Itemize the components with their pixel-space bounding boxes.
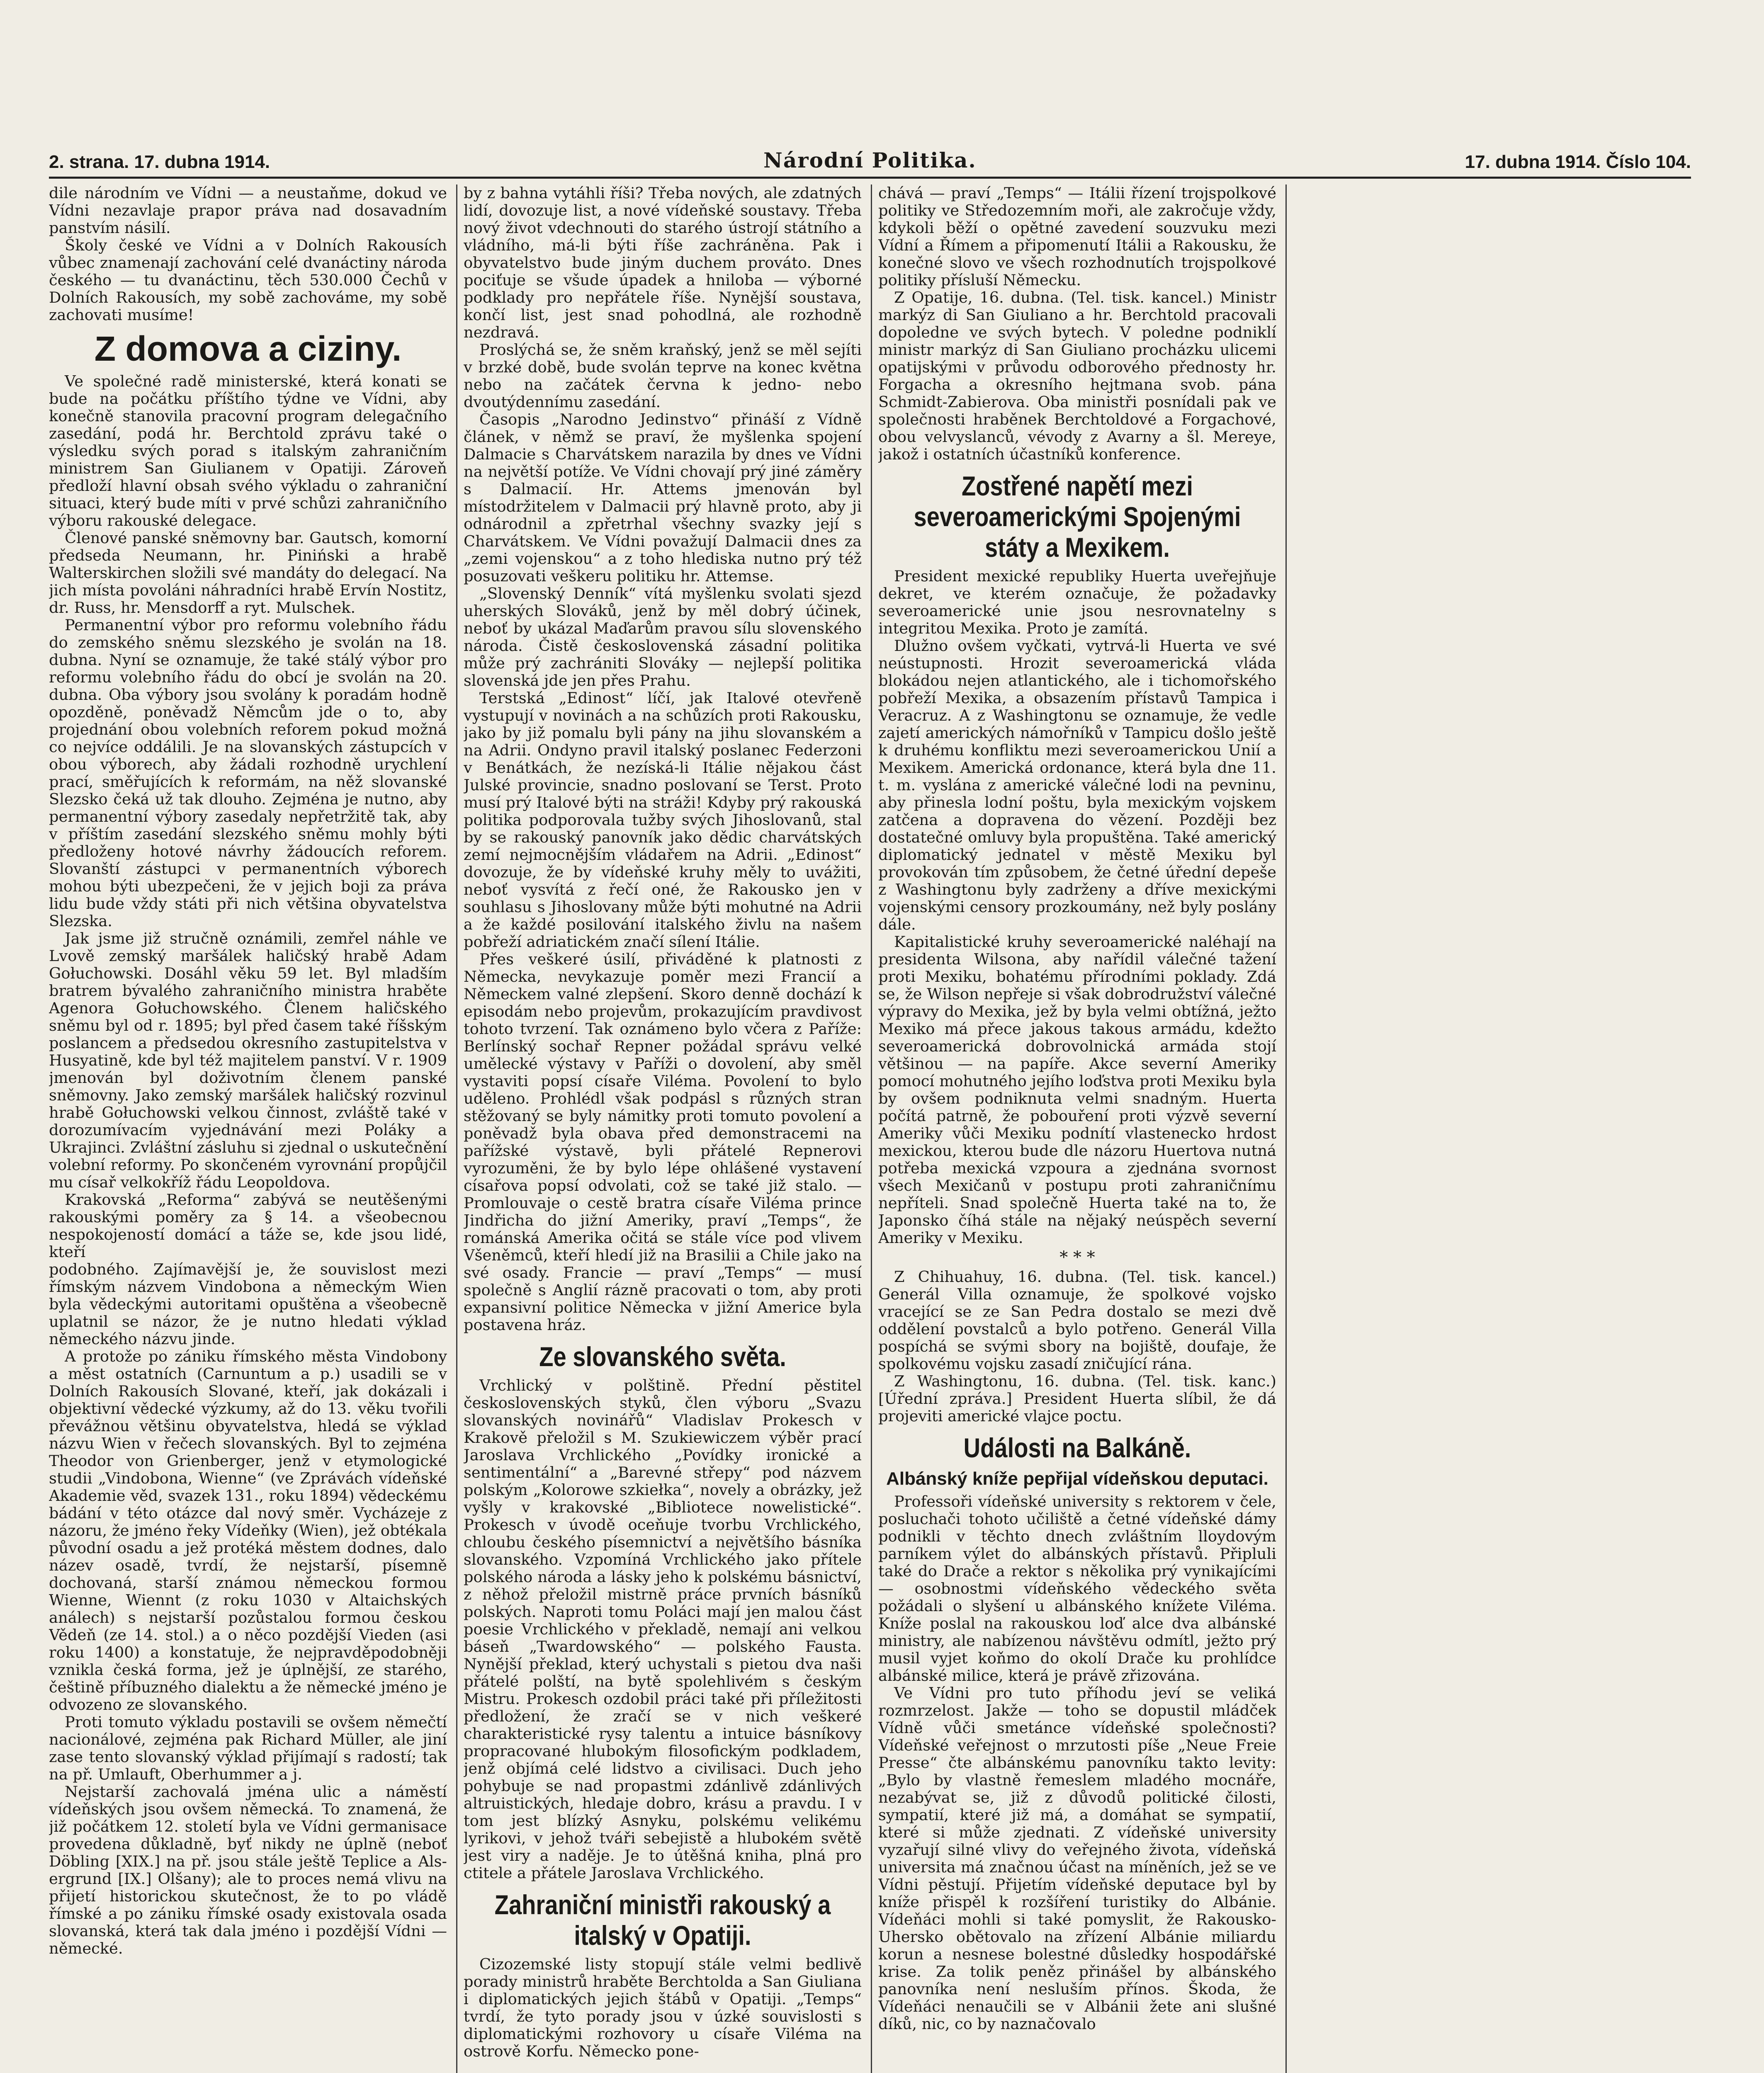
article-heading: Zahraniční ministři rakouský a italský v Opatiji.: [494, 1889, 831, 1951]
paragraph: „Slovenský Denník“ vítá myšlenku svolati sjezd uherských Slováků, jenž by měl dobrý účinek, neboť by ukázal Maďarům pravou sílu slovenského národa. Čistě československá zásadní politika může prý zachrániti Slováky — nejlepší politika slovenská jde jen přes Prahu.: [464, 585, 862, 689]
article-heading: Zostřené napětí mezi severoamerickými Spojenými státy a Mexikem.: [914, 471, 1241, 563]
paragraph: Professoři vídeňské university s rektorem v čele, posluchači tohoto učiliště a četné vídeňské dámy podnikli v těchto dnech zvláštním lloydovým parníkem výlet do albánských přístavů. Připluli také do Drače a rektor s několika prý vynikajícími — osobnostmi vídeňského vědeckého světa požádali o slyšení u albánského knížete Viléma. Kníže poslal na rakouskou loď alce dva albánské ministry, ale nabízenou návštěvu odmítl, ježto prý musil vyjet koňmo do okolí Drače ku prohlídce albánské milice, která je právě zřizována.: [878, 1493, 1276, 1685]
paragraph: Proslýchá se, že sněm kraňský, jenž se měl sejíti v brzké době, bude svolán teprve na konec května nebo na začátek června k jedno- nebo dvoutýdennímu zasedání.: [464, 341, 862, 411]
column-3: [878, 184, 1276, 2073]
paragraph: Kapitalistické kruhy severoamerické naléhají na presidenta Wilsona, aby nařídil válečné tažení proti Mexiku, bohatému přírodními poklady. Zdá se, že Wilson nepřeje si však dobrodružství válečné výpravy do Mexika, jež by byla velmi obtížná, ježto Mexiko má přece jakous takous armádu, kdežto severoamerická dobrovolnická armáda stojí většinou — na papíře. Akce severní Ameriky pomocí mohutného jejího loďstva proti Mexiku byla by ovšem podniknuta velmi snadným. Huerta počítá patrně, že pobouření proti výzvě severní Ameriky vůči Mexiku podnítí vlastenecko hrdost mexickou, kterou bude dle názoru Huertova nutná potřeba mexická vzpoura a zjednána svornost všech Mexičanů v postupu proti zahraničnímu nepříteli. Snad společně Huerta také na to, že Japonsko číhá stále na nějaký neúspěch severní Ameriky v Mexiku.: [878, 933, 1276, 1247]
column-rule: [871, 184, 872, 2073]
paragraph: Proti tomuto výkladu postavili se ovšem němečtí nacionálové, zejména pak Richard Müller, ale jiní zase tento slovanský výklad přijímají s radostí; tak na př. Umlauft, Oberhummer a j.: [49, 1713, 447, 1783]
paragraph: Členové panské sněmovny bar. Gautsch, komorní předseda Neumann, hr. Piniński a hrabě Walterskirchen složili své mandáty do delegací. Na jich místa povoláni náhradníci hrabě Ervín Nostitz, dr. Russ, hr. Mensdorff a ryt. Mulschek.: [49, 529, 447, 617]
paragraph: Permanentní výbor pro reformu volebního řádu do zemského sněmu slezského je svolán na 18. dubna. Nyní se oznamuje, že také stálý výbor pro reformu volebního řádu do obcí je svolán na 20. dubna. Oba výbory jsou svolány k poradám hodně opozděně, poněvadž Němcům jde o to, aby projednání obou volebních reforem pokud možná co nejvíce oddálili. Je na slovanských zástupcích v obou výborech, aby žádali rozhodně urychlení prací, směřujících k reformám, na něž slovanské Slezsko čeká už tak dlouho. Zejména je nutno, aby permanentní výbory zasedaly nepřetržitě tak, aby v příštím zasedání slezského sněmu mohly býti předloženy hotové návrhy žádoucích reforem. Slovanští zástupci v permanentních výborech mohou býti ubezpečeni, že v jejich boji za práva lidu bude vždy státi při nich většina obyvatelstva Slezska.: [49, 616, 447, 930]
column-2: [464, 184, 862, 2073]
section-heading: Ze slovanského světa.: [539, 1341, 786, 1372]
paragraph: Vrchlický v polštině. Přední pěstitel československých styků, člen výboru „Svazu slovanských novinářů“ Vladislav Prokesch v Krakově přeložil s M. Szukiewiczem výběr prací Jaroslava Vrchlického „Povídky ironické a sentimentální“ a „Barevné střepy“ pod názvem polským „Kolorowe szkiełka“, novely a obrázky, jež vyšly v krakovské „Bibliotece nowelistické“. Prokesch v úvodě oceňuje tvorbu Vrchlického, chloubu českého písemnictví a největšího básníka slovanského. Vzpomíná Vrchlického jako přítele polského národa a lásky jeho k polskému básnictví, z něhož přeložil mistrně práce prvních básníků polských. Naproti tomu Poláci mají jen malou část poesie Vrchlického v překladě, nemají ani velkou báseň „Twardowského“ — polského Fausta. Nynější překlad, který uchystali s pietou dva naši přátelé polští, na bytě spolehlivém s českým Mistru. Prokesch ozdobil práci také při příležitosti předložení, že zračí se v nich veškeré charakteristické rysy talentu a intuice básníkovy propracované hlubokým filosofickým podkladem, jenž objímá celé lidstvo a civilisaci. Duch jeho pohybuje se nad propastmi zdánlivě zdánlivých altruistických, hledaje dobro, krásu a pravdu. I v tom jest blízký Asnyku, polskému velikému lyrikovi, v jehož tváři sebejistě a hlubokém světě jest viry a naděje. Je to útěšná kniha, plná pro ctitele a přátele Jaroslava Vrchlického.: [464, 1376, 862, 1882]
paragraph: Z Opatije, 16. dubna. (Tel. tisk. kancel.) Ministr markýz di San Giuliano a hr. Berchtold pracovali dopoledne ve svých bytech. V poledne podniklí ministr markýz di San Giuliano procházku ulicemi opatijskými v průvodu odborového přednosty hr. Forgacha a okresního hejtmana svob. pána Schmidt-Zabierova. Oba ministři posnídali pak ve společnosti hraběnek Berchtoldové a Forgachové, obou velvyslanců, vévody z Avarny a šl. Mereye, jakož i ostatních účastníků konference.: [878, 289, 1276, 463]
paragraph: A protože po zániku římského města Vindobony a měst ostatních (Carnuntum a p.) usadili se v Dolních Rakousích Slované, kteří, jak dokázali i objektivní vědecké výzkumy, až do 13. věku tvořili převážnou většinu obyvatelstva, hledá se výklad názvu Wien v řečech slovanských. Byl to zejména Theodor von Grienberger, jenž v etymologické studii „Vindobona, Wienne“ (ve Zprávách vídeňské Akademie věd, svazek 131., roku 1894) vědeckému bádání v této otázce dal nový směr. Vycházeje z názoru, že jméno řeky Vídeňky (Wien), jež obtékala původní osadu a jež protéká městem dodnes, dalo název osadě, tvrdí, že nejstarší, písemně dochovaná, starší známou německou formou Wienne, Wiennt (z roku 1030 v Altaichských análech) s nejstarší pozůstalou formou českou Vědeň (ze 14. stol.) a o něco pozdější Vieden (asi roku 1400) a konstatuje, že nejpravděpodobněji vznikla česká forma, jež je úplnější, ze starého, češtině příbuzného dialektu a že německé jméno je odvozeno ze slovanského.: [49, 1347, 447, 1714]
paragraph: Ve Vídni pro tuto příhodu jeví se veliká rozmrzelost. Jakže — toho se dopustil mládček Vídně vůči smetánce vídeňské společnosti? Vídeňské veřejnost o mrzutosti píše „Neue Freie Presse“ čte albánskému panovníku takto levity: „Bylo by vlastně řemeslem mladého mocnáře, nezabývat se, již z důvodů politické čilosti, sympatií, které již má, a domáhat se sympatií, které si může zjednati. Z vídeňské university vyzařují silné vlivy do veřejného života, vídeňská universita má značnou účast na míněních, jež se ve Vídni pěstují. Přijetím vídeňské deputace byl by kníže přispěl k rozšíření turistiky do Albánie. Vídeňáci mohli si také pomyslit, že Rakousko-Uhersko obětovalo na zřízení Albánie miliardu korun a nesnese bolestné důsledky hospodářské krise. Za tolik peněz přinášel by albánského panovníka není nesluším přínos. Škoda, že Vídeňáci nenaučili se v Albánii žete ani slušné díků, nic, co by naznačovalo: [878, 1684, 1276, 2033]
section-heading: Události na Balkáně.: [963, 1432, 1191, 1463]
paragraph: Cizozemské listy stopují stále velmi bedlivě porady ministrů hraběte Berchtolda a San Giuliana i diplomatických jejich štábů v Opatiji. „Temps“ tvrdí, že tyto porady jsou v úzké souvislosti s diplomatickými rozhovory u císaře Viléma na ostrově Korfu. Německo pone-: [464, 1955, 862, 2060]
paragraph: Nejstarší zachovalá jména ulic a náměstí vídeňských jsou ovšem německá. To znamená, že již počátkem 12. století byla ve Vídni germanisace provedena důkladně, byť nikdy ne úplně (neboť Döbling [XIX.] na př. jsou stále ještě Teplice a Als-ergrund [IX.] Olšany); ale to proces nemá vlivu na přijetí historickou skutečnost, že to po vládě římské a po zániku římské osady existovala osada slovanská, která tak dala jméno i pozdější Vídni — německé.: [49, 1783, 447, 1957]
masthead-title: Národní Politika.: [763, 148, 977, 172]
paragraph: Ve společné radě ministerské, která konati se bude na počátku příštího týdne ve Vídni, aby konečně stanovila pracovní program delegačního zasedání, podá hr. Berchtold zprávu také o výsledku svých porad s italským zahraničním ministrem San Giulianem v Opatiji. Zároveň předloží hlavní obsah svého výkladu o zahraniční situaci, který bude míti v prvé schůzi zahraničního výboru rakouské delegace.: [49, 372, 447, 529]
paragraph: Dlužno ovšem vyčkati, vytrvá-li Huerta ve své neústupnosti. Hrozit severoamerická vláda blokádou nejen atlantického, ale i tichomořského pobřeží Mexika, a obsazením přístavů Tampica i Veracruz. A z Washingtonu se oznamuje, že vedle zajetí amerických námořníků v Tampicu došlo ještě k druhému konfliktu mezi severoamerickou Unií a Mexikem. Americká ordonance, která byla dne 11. t. m. vyslána z americké válečné lodi na pevninu, aby přinesla lodní poštu, byla mexickým vojskem zatčena a dopravena do vězení. Později bez dostatečné omluvy byla propuštěna. Také americký diplomatický jednatel v městě Mexiku byl provokován tím způsobem, že četné úřední depeše z Washingtonu byly zadrženy a dříve mexickými vojenskými censory prozkoumány, než byly poslány dále.: [878, 637, 1276, 933]
paragraph: President mexické republiky Huerta uveřejňuje dekret, ve kterém označuje, že požadavky severoamerické unie jsou nesrovnatelny s integritou Mexika. Proto je zamítá.: [878, 567, 1276, 637]
paragraph: Terstská „Edinost“ líčí, jak Italové otevřeně vystupují v novinách a na schůzích proti Rakousku, jako by již pomalu byli pány na jihu slovanském a na Adrii. Ondyno pravil italský poslanec Federzoni v Benátkách, že nezíská-li Itálie nějakou část Julské provincie, snadno poslovaní se Terst. Proto musí prý Italové býti na stráži! Kdyby prý rakouská politika podporovala tužby svých Jihoslovanů, stal by se rakouský panovník jako dědic charvátských zemí nejmocnějším vládařem na Adrii. „Edinost“ dovozuje, že by vídeňské kruhy měly to uvážiti, neboť vysvítá z řečí oné, že Rakousko jen v souhlasu s Jihoslovany může býti mohutné na Adrii a že každé posilování italského živlu na našem pobřeží adriatickém značí sílení Itálie.: [464, 689, 862, 951]
paragraph: Z Washingtonu, 16. dubna. (Tel. tisk. kanc.) [Úřední zpráva.] President Huerta slíbil, že dá projeviti americké vlajce poctu.: [878, 1372, 1276, 1425]
article-columns: [49, 184, 1691, 2073]
column-rule: [1285, 184, 1287, 2073]
paragraph: Školy české ve Vídni a v Dolních Rakousích vůbec znamenají zachování celé dvanáctiny národa českého — tu dvanáctinu, těch 530.000 Čechů v Dolních Rakousích, my sobě zachováme, my sobě zachovati musíme!: [49, 236, 447, 324]
article-subheading: Albánský kníže pepřijal vídeňskou deputaci.: [886, 1469, 1268, 1489]
paragraph: podobného. Zajímavější je, že souvislost mezi římským názvem Vindobona a německým Wien byla vědeckými autoritami opuštěna a všeobecně uplatnil se názor, že je nutno hledati výklad německého názvu jinde.: [49, 1260, 447, 1348]
section-heading: Z domova a ciziny.: [94, 329, 402, 368]
paragraph: Časopis „Narodno Jedinstvo“ přináší z Vídně článek, v němž se praví, že myšlenka spojení Dalmacie s Charvátskem narazila by dnes ve Vídni na největší potíže. Ve Vídni chovají prý jiné záměry s Dalmacií. Hr. Attems jmenován byl místodržitelem v Dalmacii prý hlavně proto, aby ji odnárodnil a zpřetrhal všechny svazky její s Charvátskem. Ve Vídni považují Dalmacii dnes za „zemi vojenskou“ a z toho hlediska nutno prý též posuzovati veškeru politiku hr. Attemse.: [464, 410, 862, 585]
paragraph: Z Chihuahuy, 16. dubna. (Tel. tisk. kancel.) Generál Villa oznamuje, že spolkové vojsko vracející se ze San Pedra dostalo se mezi dvě oddělení povstalců a bylo potřeno. Generál Villa pospíchá se svými sbory na bojiště, doufaje, že spolkovému vojsku zasadí zničující rána.: [878, 1268, 1276, 1373]
column-rule: [456, 184, 457, 2073]
paragraph: chává — praví „Temps“ — Itálii řízení trojspolkové politiky ve Středozemním moři, ale zakročuje vždy, kdykoli běží o opětné zavedení souzvuku mezi Vídní a Římem a připomenutí Itálii a Rakousku, že konečné slovo ve všech rozhodnutích trojspolkové politiky přísluší Německu.: [878, 184, 1276, 289]
header-date-issue: 17. dubna 1914. Číslo 104.: [1465, 152, 1691, 172]
asterism-separator: * * *: [1059, 1248, 1095, 1267]
column-1: [49, 184, 447, 2073]
paragraph: Jak jsme již stručně oznámili, zemřel náhle ve Lvově zemský maršálek haličský hrabě Adam Gołuchowski. Dosáhl věku 59 let. Byl mladším bratrem bývalého zahraničního ministra hraběte Agenora Gołuchowského. Členem haličského sněmu byl od r. 1895; byl před časem také říšským poslancem a předsedou okresního zastupitelstva v Husyatině, kde byl též majitelem panství. V r. 1909 jmenován byl doživotním členem panské sněmovny. Jako zemský maršálek haličský rozvinul hrabě Gołuchowski velkou činnost, zvláště také v dorozumívacím vyjednávání mezi Poláky a Ukrajinci. Zvláštní zásluhu si zjednal o uskutečnění volební reformy. Po skončeném vyrovnání propůjčil mu císař velkokříž řádu Leopoldova.: [49, 930, 447, 1191]
paragraph: dile národním ve Vídni — a neustaňme, dokud ve Vídni nezavlaje prapor práva nad dosavadním panstvím násilí.: [49, 184, 447, 237]
page-header: [49, 148, 1691, 179]
paragraph: Přes veškeré úsilí, přiváděné k platnosti z Německa, nevykazuje poměr mezi Francií a Německem valné zlepšení. Skoro denně dochází k episodám nebo projevům, prokazujícím pravdivost tohoto tvrzení. Tak oznámeno bylo včera z Paříže: Berlínský sochař Repner požádal správu velké umělecké výstavy v Paříži o dovolení, aby směl vystaviti popsí císaře Viléma. Povolení to bylo uděleno. Prohlédl však podpásl s různých stran stěžovaný se byly námitky proti tomuto povolení a poněvadž byla obava před demonstracemi na pařížské výstavě, byli přátelé Repnerovi vyrozuměni, že by bylo lépe ohlášené vystavení císařova popsí odvolati, což se také již stalo. — Promlouvaje o cestě bratra císaře Viléma prince Jindřicha do jižní Ameriky, praví „Temps“, že románská Amerika očitá se stále více pod vlivem Všeněmců, kteří hledí již na Brasilii a Chile jako na své osady. Francie — praví „Temps“ — musí společně s Anglií rázně pracovati o tom, aby proti expansivní politice Německa v jižní Americe byla postavena hráz.: [464, 950, 862, 1334]
paragraph: by z bahna vytáhli říši? Třeba nových, ale zdatných lidí, dovozuje list, a nové vídeňské soustavy. Třeba nový život vdechnouti do starého ústrojí státního a vládního, má-li býti říše zachráněna. Pak i obyvatelstvo bude jiným duchem prováto. Dnes pociťuje se všude úpadek a hniloba — výborné podklady pro nepřátele říše. Nynější soustava, končí list, jest snad pohodlná, ale rozhodně nezdravá.: [464, 184, 862, 341]
paragraph: Krakovská „Reforma“ zabývá se neutěšenými rakouskými poměry za § 14. a všeobecnou nespokojeností domácí a táže se, kde jsou lidé, kteří: [49, 1191, 447, 1261]
header-page-date: 2. strana. 17. dubna 1914.: [49, 152, 270, 172]
